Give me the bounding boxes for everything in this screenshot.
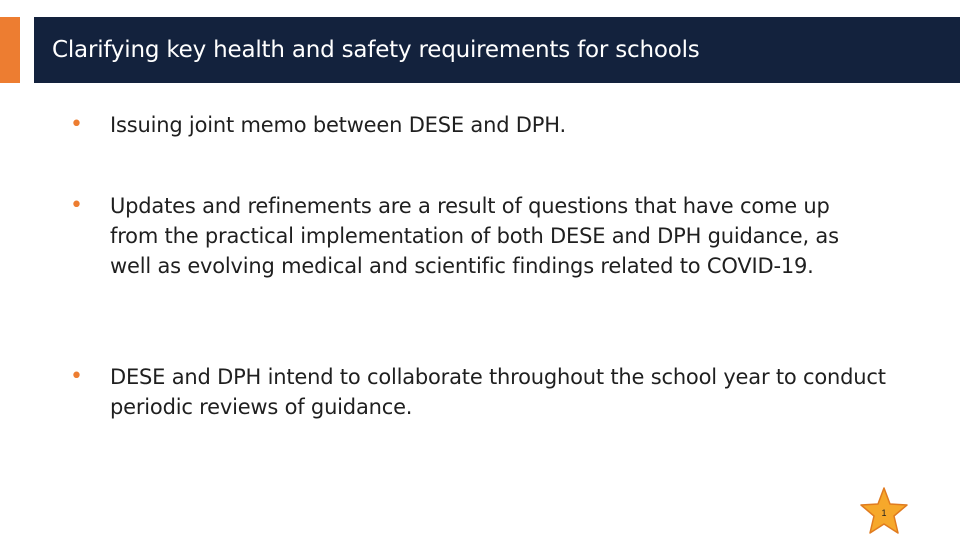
bullet-text: DESE and DPH intend to collaborate throughout the school year to conduct periodic reviews of guidance. (110, 365, 886, 419)
title-accent-bar (0, 17, 20, 83)
bullet-text: Updates and refinements are a result of questions that have come up from the practical implementation of both DESE and DPH guidance, as well as evolving medical and scientific findings related to COVID-19. (110, 194, 839, 278)
bullet-item (70, 191, 870, 281)
bullet-dot-icon: • (70, 193, 83, 218)
bullet-dot-icon: • (70, 364, 83, 389)
bullet-text: Issuing joint memo between DESE and DPH. (110, 113, 566, 137)
page-number-badge (858, 486, 910, 536)
title-band (34, 17, 960, 83)
bullet-item (70, 362, 930, 422)
slide-title: Clarifying key health and safety requirements for schools (52, 37, 700, 63)
bullet-item (70, 110, 910, 140)
page-number: 1 (881, 508, 887, 518)
bullet-dot-icon: • (70, 112, 83, 137)
